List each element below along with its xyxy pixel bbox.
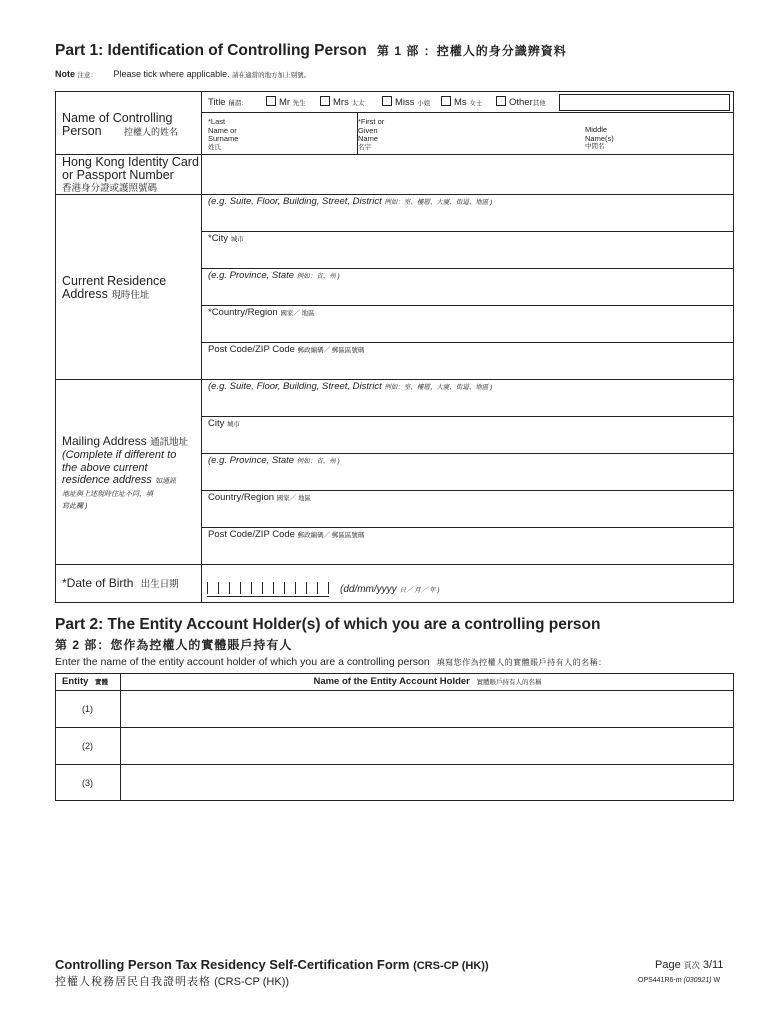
first-name-label-2: Given bbox=[358, 125, 378, 135]
col-entity-header bbox=[62, 676, 108, 687]
mailing-note-zh-c: 寫此欄 ) bbox=[62, 503, 88, 510]
name-field-divider bbox=[357, 112, 358, 154]
row-divider bbox=[55, 764, 734, 765]
dob-digit-box[interactable] bbox=[262, 582, 273, 594]
option-label-zh: 女士 bbox=[469, 100, 483, 107]
part2-title-zh: 第 2 部：您作為控權人的實體賬戶持有人 bbox=[55, 638, 293, 652]
row-label-zh: 國家／ 地區 bbox=[280, 310, 315, 317]
mailing-province-input[interactable] bbox=[206, 471, 726, 487]
option-label: Miss bbox=[395, 97, 415, 108]
dob-label-zh: 出生日期 bbox=[140, 579, 179, 590]
id-label-1: Hong Kong Identity Card bbox=[62, 155, 199, 169]
mailing-row-3 bbox=[208, 455, 340, 466]
dob-digit-box[interactable] bbox=[229, 582, 240, 594]
dob-digit-box[interactable] bbox=[251, 582, 262, 594]
first-name-label bbox=[358, 118, 384, 152]
note-label: Note bbox=[55, 69, 75, 79]
mailing-row-1 bbox=[208, 381, 492, 392]
row-label-zh: 郵政編碼／ 郵區區號碼 bbox=[297, 532, 365, 539]
title-row bbox=[208, 97, 248, 108]
last-name-label bbox=[208, 118, 238, 152]
part1-title-zh: 第 1 部 ：控權人的身分識辨資料 bbox=[377, 44, 567, 58]
id-number-input[interactable] bbox=[206, 164, 726, 184]
col-name-zh: 實體賬戶持有人的名稱 bbox=[476, 679, 542, 686]
row-label-zh: 例如：省、州 ) bbox=[296, 458, 340, 465]
residence-row-4 bbox=[208, 307, 315, 318]
residence-country-input[interactable] bbox=[206, 323, 726, 339]
title-label-zh: 稱謂： bbox=[228, 100, 248, 107]
name-label-text: Name of Controlling Person bbox=[62, 111, 173, 138]
residence-label bbox=[62, 275, 166, 302]
residence-row-1 bbox=[208, 196, 492, 207]
first-name-input[interactable] bbox=[395, 126, 580, 140]
part2-instruction-text: Enter the name of the entity account holder of which you are a controlling person bbox=[55, 656, 430, 668]
form-id-text: OPS441R6-m bbox=[638, 977, 682, 984]
dob-digit-box[interactable] bbox=[284, 582, 295, 594]
row-label: (e.g. Suite, Floor, Building, Street, District bbox=[208, 196, 382, 207]
last-name-label-3: Surname bbox=[208, 134, 239, 143]
footer-title-zh-text: 控權人稅務居民自我證明表格 bbox=[55, 976, 211, 988]
row-label-zh: 城市 bbox=[230, 236, 244, 243]
row-label-zh: 例如：室、樓層、大廈、街道、地區 ) bbox=[384, 199, 493, 206]
row-label: (e.g. Suite, Floor, Building, Street, District bbox=[208, 381, 382, 392]
dob-input[interactable] bbox=[207, 582, 329, 597]
mailing-row-2 bbox=[208, 418, 240, 429]
form-id bbox=[638, 977, 720, 984]
last-name-input[interactable] bbox=[240, 126, 352, 140]
mailing-street-input[interactable] bbox=[206, 397, 726, 413]
last-name-label-1: *Last bbox=[208, 117, 226, 126]
residence-row-3 bbox=[208, 270, 340, 281]
dob-digit-box[interactable] bbox=[240, 582, 251, 594]
middle-name-label-2: Name(s) bbox=[585, 133, 614, 143]
title-option-mr[interactable] bbox=[266, 96, 306, 108]
option-label-zh: 其他 bbox=[532, 100, 546, 107]
row-label: *City bbox=[208, 233, 229, 244]
row-label: Country/Region bbox=[208, 492, 275, 503]
row-divider bbox=[201, 112, 734, 113]
mailing-note-zh-a: 如通訊 bbox=[154, 478, 176, 485]
mailing-country-input[interactable] bbox=[206, 508, 726, 524]
mailing-label-zh: 通訊地址 bbox=[150, 437, 189, 448]
mailing-label-text: Mailing Address bbox=[62, 434, 147, 448]
entity-name-input-3[interactable] bbox=[126, 774, 726, 794]
option-label: Mrs bbox=[333, 97, 349, 108]
row-label-zh: 國家／ 地區 bbox=[276, 495, 311, 502]
checkbox[interactable] bbox=[382, 96, 392, 106]
row-label-zh: 城市 bbox=[227, 421, 241, 428]
row-divider bbox=[55, 690, 734, 691]
title-option-miss[interactable] bbox=[382, 96, 430, 108]
part2-instruction bbox=[55, 656, 607, 668]
residence-label-1: Current Residence bbox=[62, 274, 167, 288]
dob-format-text: (dd/mm/yyyy bbox=[340, 584, 397, 595]
note-text: Please tick where applicable. bbox=[113, 69, 230, 79]
residence-city-input[interactable] bbox=[206, 249, 726, 265]
id-label-zh: 香港身分證或護照號碼 bbox=[62, 183, 158, 194]
first-name-label-zh: 名字 bbox=[358, 143, 371, 151]
footer-title-text: Controlling Person Tax Residency Self-Certification Form bbox=[55, 957, 410, 972]
middle-name-label-1: Middle bbox=[585, 125, 608, 134]
row-divider bbox=[201, 268, 734, 269]
form-id-suffix: W bbox=[713, 977, 721, 984]
dob-digit-box[interactable] bbox=[218, 582, 229, 594]
page-label-zh: 頁次 bbox=[683, 961, 700, 970]
row-label-zh: 例如：室、樓層、大廈、街道、地區 ) bbox=[384, 384, 493, 391]
footer-title-zh bbox=[55, 973, 289, 989]
middle-name-input[interactable] bbox=[630, 126, 730, 140]
page-number bbox=[655, 959, 723, 971]
residence-label-zh: 現時住址 bbox=[111, 290, 150, 301]
option-label: Ms bbox=[454, 97, 467, 108]
middle-name-label bbox=[585, 126, 614, 152]
part2-title: Part 2: The Entity Account Holder(s) of which you are a controlling person bbox=[55, 616, 601, 633]
entity-row-number: (1) bbox=[82, 704, 93, 714]
row-label-zh: 郵政編碼／ 郵區區號碼 bbox=[297, 347, 365, 354]
title-label: Title bbox=[208, 97, 226, 108]
dob-digit-box[interactable] bbox=[295, 582, 306, 594]
page-label: Page bbox=[655, 959, 681, 971]
mailing-city-input[interactable] bbox=[206, 434, 726, 450]
row-divider bbox=[55, 379, 734, 380]
dob-label bbox=[62, 576, 179, 590]
dob-format-zh: 日／ 月／ 年 ) bbox=[399, 587, 440, 594]
row-divider bbox=[201, 527, 734, 528]
mailing-note-zh-b: 地址與上述現時住址不同，填 bbox=[62, 490, 153, 498]
dob-digit-box[interactable] bbox=[273, 582, 284, 594]
row-label: Post Code/ZIP Code bbox=[208, 344, 295, 355]
row-divider bbox=[201, 416, 734, 417]
dob-format bbox=[340, 584, 440, 595]
option-label-zh: 小姐 bbox=[417, 100, 431, 107]
row-divider bbox=[55, 727, 734, 728]
footer-code: (CRS-CP (HK)) bbox=[413, 960, 489, 972]
col-entity-zh: 實體 bbox=[95, 679, 109, 686]
title-option-mrs[interactable] bbox=[320, 96, 364, 108]
mailing-note-1: (Complete if different to bbox=[62, 449, 177, 461]
dob-digit-box bbox=[328, 582, 329, 594]
mailing-note-2: the above current bbox=[62, 461, 148, 474]
title-option-other[interactable] bbox=[496, 96, 546, 108]
part2-instruction-zh: 填寫您作為控權人的實體賬戶持有人的名稱： bbox=[436, 658, 607, 667]
id-label bbox=[62, 156, 199, 195]
residence-postcode-input[interactable] bbox=[206, 360, 726, 376]
checkbox[interactable] bbox=[441, 96, 451, 106]
last-name-label-2: Name or bbox=[208, 125, 237, 135]
note-line bbox=[55, 69, 310, 79]
residence-street-input[interactable] bbox=[206, 212, 726, 228]
entity-name-input-2[interactable] bbox=[126, 737, 726, 757]
dob-digit-box[interactable] bbox=[317, 582, 328, 594]
dob-digit-box[interactable] bbox=[306, 582, 317, 594]
dob-digit-box[interactable] bbox=[207, 582, 218, 594]
row-divider bbox=[201, 231, 734, 232]
form-id-date: (030921) bbox=[683, 977, 712, 984]
other-title-field[interactable] bbox=[559, 94, 730, 111]
residence-label-2: Address bbox=[62, 287, 108, 301]
col-entity-text: Entity bbox=[62, 676, 89, 687]
mailing-postcode-input[interactable] bbox=[206, 545, 726, 561]
dob-label-text: *Date of Birth bbox=[62, 576, 134, 590]
row-divider bbox=[201, 490, 734, 491]
row-label: Post Code/ZIP Code bbox=[208, 529, 295, 540]
mailing-row-4 bbox=[208, 492, 311, 503]
checkbox[interactable] bbox=[266, 96, 276, 106]
checkbox[interactable] bbox=[496, 96, 506, 106]
footer-code-zh: (CRS-CP (HK)) bbox=[214, 976, 290, 988]
entity-row-number: (3) bbox=[82, 778, 93, 788]
first-name-label-1: *First or bbox=[358, 117, 385, 126]
col-divider bbox=[120, 673, 121, 801]
entity-row-number: (2) bbox=[82, 741, 93, 751]
part1-title bbox=[55, 42, 567, 60]
row-divider bbox=[201, 305, 734, 306]
row-label: City bbox=[208, 418, 225, 429]
note-label-zh: 注意： bbox=[77, 72, 98, 79]
option-label-zh: 先生 bbox=[292, 100, 306, 107]
mailing-row-5 bbox=[208, 529, 364, 540]
mailing-note-3: residence address bbox=[62, 474, 152, 486]
row-divider bbox=[55, 564, 734, 565]
middle-name-label-zh: 中間名 bbox=[585, 143, 605, 150]
first-name-label-3: Name bbox=[358, 134, 379, 143]
id-label-2: or Passport Number bbox=[62, 168, 174, 182]
footer-title bbox=[55, 957, 489, 972]
row-label: (e.g. Province, State bbox=[208, 455, 295, 466]
checkbox[interactable] bbox=[320, 96, 330, 106]
row-label-zh: 例如：省、州 ) bbox=[296, 273, 340, 280]
part1-title-text: Part 1: Identification of Controlling Person bbox=[55, 42, 367, 59]
option-label-zh: 太太 bbox=[351, 100, 365, 107]
page-num: 3/11 bbox=[702, 959, 724, 971]
col-name-header bbox=[121, 676, 734, 687]
residence-row-5 bbox=[208, 344, 364, 355]
mailing-label bbox=[62, 435, 202, 514]
residence-province-input[interactable] bbox=[206, 286, 726, 302]
option-label: Mr bbox=[279, 97, 291, 108]
row-label: (e.g. Province, State bbox=[208, 270, 295, 281]
col-name-text: Name of the Entity Account Holder bbox=[313, 676, 470, 687]
residence-row-2 bbox=[208, 233, 244, 244]
last-name-label-zh: 姓氏 bbox=[208, 143, 221, 151]
row-divider bbox=[201, 453, 734, 454]
row-divider bbox=[201, 342, 734, 343]
name-label-zh: 控權人的姓名 bbox=[124, 127, 179, 137]
option-label: Other bbox=[509, 97, 533, 108]
title-option-ms[interactable] bbox=[441, 96, 482, 108]
note-text-zh: 請在適當的地方加上剔號。 bbox=[232, 72, 311, 79]
row-label: *Country/Region bbox=[208, 307, 278, 318]
entity-name-input-1[interactable] bbox=[126, 700, 726, 720]
